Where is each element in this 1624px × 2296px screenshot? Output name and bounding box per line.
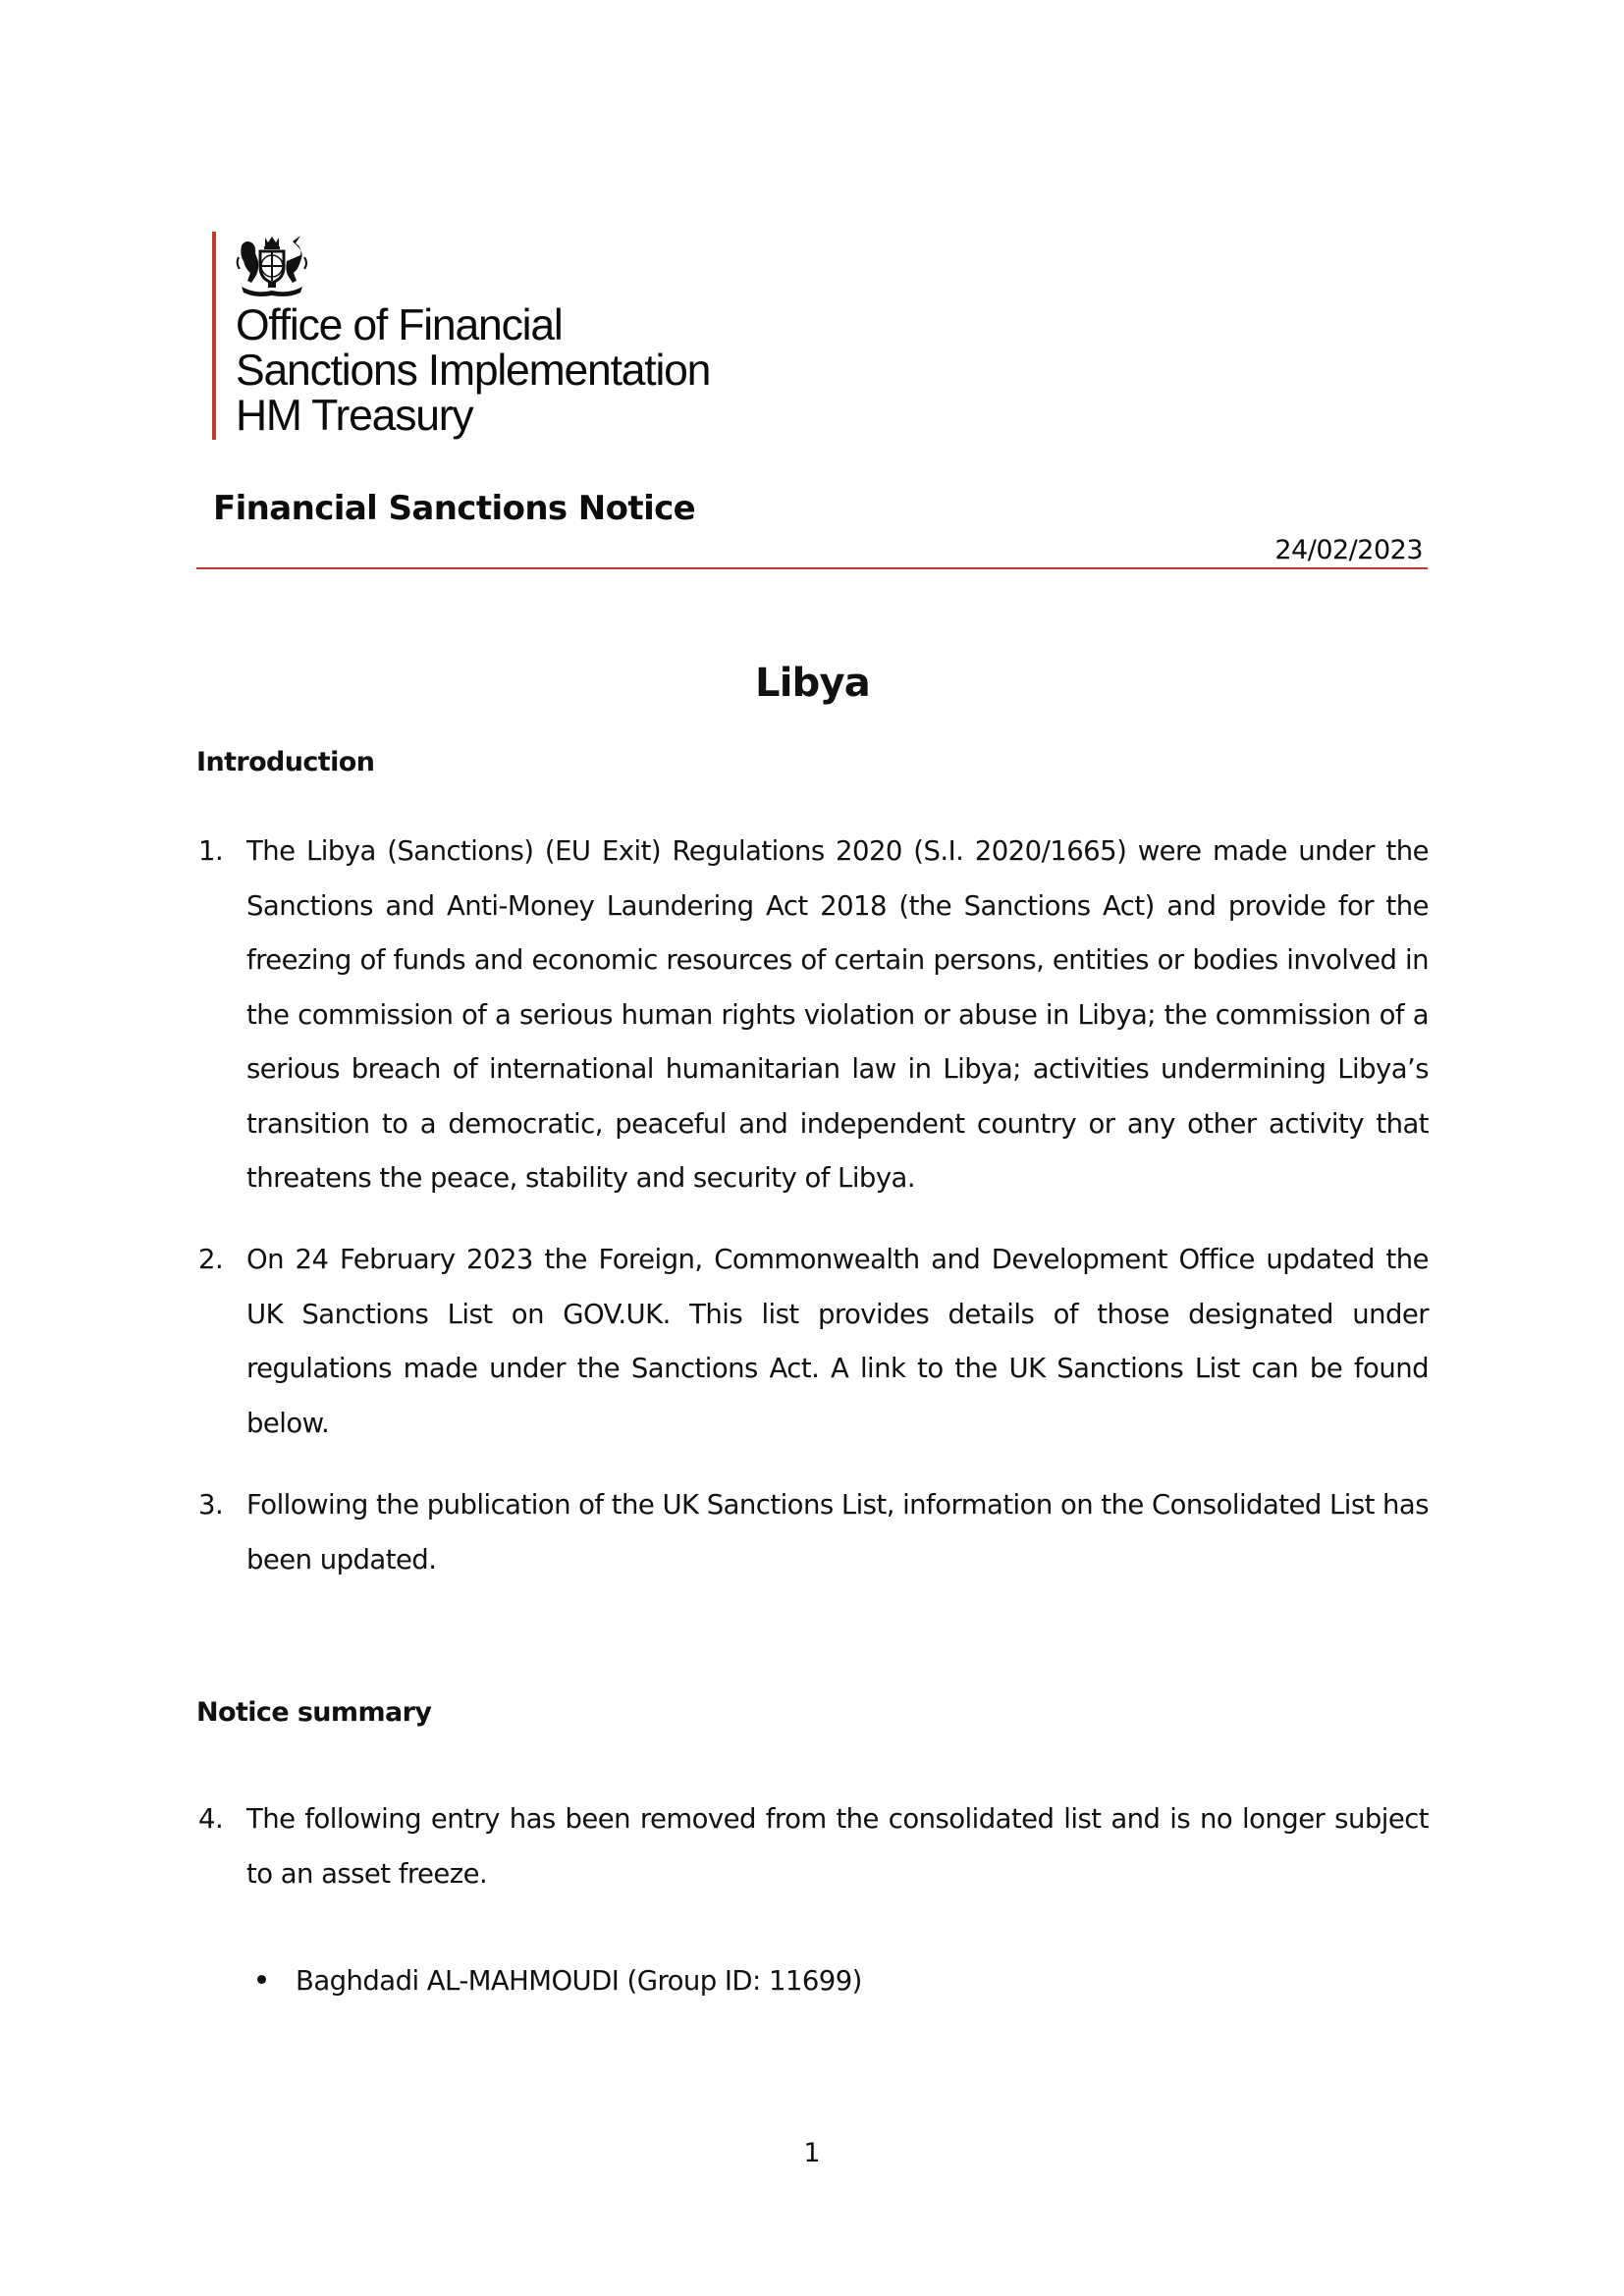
ofsi-logo-text — [236, 303, 710, 439]
paragraph-number: 2. — [198, 1244, 224, 1275]
logo-line-hm-treasury: HM Treasury — [236, 392, 473, 440]
royal-coat-of-arms-icon — [236, 234, 308, 298]
removed-entry-list-item — [257, 1961, 862, 2001]
paragraph-1 — [196, 825, 1429, 1206]
paragraph-4 — [196, 1792, 1429, 1901]
paragraph-text: The following entry has been removed from the consolidated list and is no longer subject to an asset freeze. — [246, 1803, 1429, 1890]
ofsi-logo — [212, 232, 711, 440]
page-number: 1 — [803, 2138, 821, 2168]
logo-line-sanctions: Sanctions Implementation — [236, 347, 711, 395]
paragraph-number: 1. — [198, 835, 224, 867]
section-heading-notice-summary: Notice summary — [196, 1697, 432, 1728]
notice-date: 24/02/2023 — [1274, 535, 1423, 565]
header-divider — [196, 567, 1428, 569]
bullet-icon — [257, 1975, 266, 1984]
paragraph-number: 4. — [198, 1803, 224, 1835]
paragraph-2 — [196, 1233, 1429, 1451]
section-heading-introduction: Introduction — [196, 747, 375, 777]
paragraph-3 — [196, 1478, 1429, 1587]
paragraph-text: The Libya (Sanctions) (EU Exit) Regulations 2020 (S.I. 2020/1665) were made under the Sanctions and Anti-Money Laundering Act 2018 (the Sanctions Act) and provide for the freezing of funds and economic resources of certain persons, entities or bodies involved in the commission of a serious human rights violation or abuse in Libya; the commission of a serious breach of international humanitarian law in Libya; activities undermining Libya’s transition to a democratic, peaceful and independent country or any other activity that threatens the peace, stability and security of Libya. — [246, 835, 1429, 1194]
removed-entry-text: Baghdadi AL-MAHMOUDI (Group ID: 11699) — [296, 1965, 862, 1997]
document-title: Libya — [755, 661, 870, 706]
notice-title: Financial Sanctions Notice — [213, 489, 696, 528]
paragraph-text: Following the publication of the UK Sanctions List, information on the Consolidated List has been updated. — [246, 1489, 1429, 1575]
paragraph-number: 3. — [198, 1489, 224, 1521]
paragraph-text: On 24 February 2023 the Foreign, Commonwealth and Development Office updated the UK Sanctions List on GOV.UK. This list provides details of those designated under regulations made under the Sanctions Act. A link to the UK Sanctions List can be found below. — [246, 1244, 1429, 1439]
logo-line-office: Office of Financial — [236, 301, 563, 349]
